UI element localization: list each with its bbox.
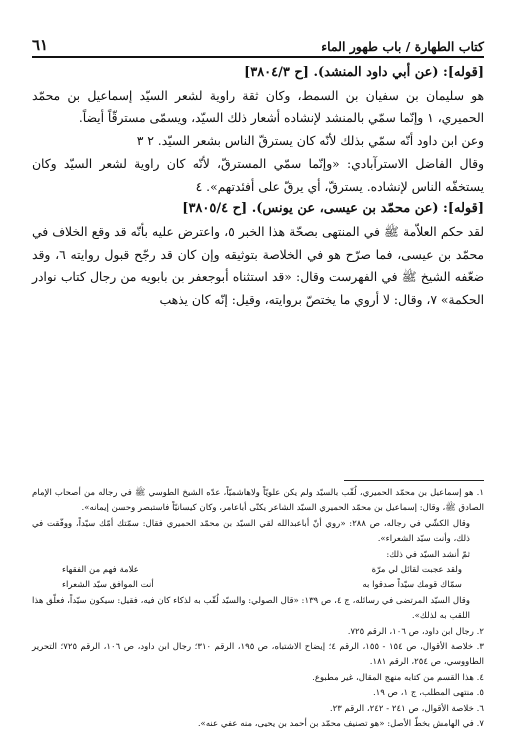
footnote: ٢. رجال ابن داود، ص ١٠٦، الرقم ٧٢٥. — [347, 626, 484, 637]
poem-line — [32, 563, 484, 578]
footnote: ٥. منتهى المطلب، ج ١، ص ١٩. — [372, 688, 484, 699]
running-header — [32, 30, 484, 58]
paragraph: وقال الفاضل الاسترآبادي: «وإنّما سمّي المسترقّ، لأنّه كان راوية لشعر السيّد وكان يستخفّه الناس لإنشاده. يسترقّ، أي يرقّ على أفئدتهم». ٤ — [32, 156, 484, 194]
running-title: كتاب الطهارة / باب طهور الماء — [321, 39, 484, 54]
paragraph: لقد حكم العلاّمة ﷺ في المنتهى بصحّة هذا الخبر ٥، واعترض عليه بأنّه قد وقع الخلاف في محمّد بن عيسى، فما صرّح هو في الخلاصة بتوثيقه وإن كان قد رجّح قبول روايته ٦، وقد ضعّفه الشيخ ﷺ في الفهرست وقال: «قد استثناه أبوجعفر بن بابويه من رجال كتاب نوادر الحكمة» ٧، وقال: لا أروي ما يختصّ بروايته، وقيل: إنّه كان يذهب — [32, 224, 485, 308]
footnotes — [32, 486, 484, 733]
section-heading: [قوله]: (عن محمّد بن عيسى، عن يونس). [ح ٣٨٠٥/٤] — [182, 201, 484, 217]
poem-line — [32, 578, 484, 593]
footnote: ٧. في الهامش بخطّ الأصل: «هو تصنيف محمّد بن أحمد بن يحيى، منه عفي عنه». — [197, 719, 484, 730]
footnote-separator — [344, 480, 484, 481]
poem-hemistich-first: ولقد عجبت لقائل لي مرّة — [371, 565, 462, 576]
footnote: ١. هو إسماعيل بن محمّد الحميري، لُقّب بالسيّد ولم يكن علويّاً ولاهاشميّاً، عدّه الشيخ الطوسي ﷺ في رجاله من أصحاب الإمام الصادق ﷺ، وقال: إسماعيل بن محمّد الحميري السيّد الشاعر يكنّى أباعامر، وكان كيسانيّاً فاستبصر وحسن إيمانه». — [32, 488, 484, 514]
footnote-continuation: ثمّ أنشد السيّد في ذلك: — [386, 549, 470, 560]
page-number: ٦١ — [32, 36, 49, 54]
poem-hemistich-first: سمّاك قومك سيّداً صدقوا به — [362, 580, 462, 591]
footnote: ٦. خلاصة الأقوال، ص ٢٤١ - ٢٤٢، الرقم ٢٣. — [329, 703, 484, 714]
footnote-continuation: وقال الكشّي في رجاله، ص ٢٨٨: «روي أنّ أباعبدالله لقي السيّد بن محمّد الحميري فقال: سمّتك أمّك سيّداً، ووفّقت في ذلك، وأنت سيّد الشعراء». — [32, 518, 470, 545]
footnote-continuation: وقال السيّد المرتضى في رسائله، ج ٤، ص ١٣٩: «قال الصولي: والسيّد لُقّب به لذكاء كان فيه، فقيل: سيكون سيّداً، فعلّق هذا اللقب به لذلك». — [32, 595, 470, 622]
poem-hemistich-second: علامة فهم من الفقهاء — [62, 565, 139, 576]
paragraph: هو سليمان بن سفيان بن السمط، وكان ثقة راوية لشعر السيّد إسماعيل بن محمّد الحميري، ١ وإنّما سمّي بالمنشد لإنشاده أشعار ذلك السيّد، ويسمّى مسترقّاً أيضاً. — [32, 88, 484, 126]
footnote: ٣. خلاصة الأقوال، ص ١٥٤ - ١٥٥، الرقم ٤؛ إيضاح الاشتباه، ص ١٩٥، الرقم ٣١٠؛ رجال ابن داود، ص ١٠٦، الرقم ٧٢٥؛ التحرير الطاووسي، ص ٢٥٤، الرقم ١٨١. — [32, 642, 485, 668]
footnote: ٤. هذا القسم من كتابه منهج المقال، غير مطبوع. — [312, 672, 484, 683]
main-text — [32, 62, 484, 312]
paragraph: وعن ابن داود أنّه سمّي بذلك لأنّه كان يسترقّ الناس بشعر السيّد. ٢ ٣ — [136, 134, 484, 149]
poem-hemistich-second: أنت الموافق سيّد الشعراء — [62, 580, 154, 591]
section-heading: [قوله]: (عن أبي داود المنشد). [ح ٣٨٠٤/٣] — [244, 65, 484, 80]
